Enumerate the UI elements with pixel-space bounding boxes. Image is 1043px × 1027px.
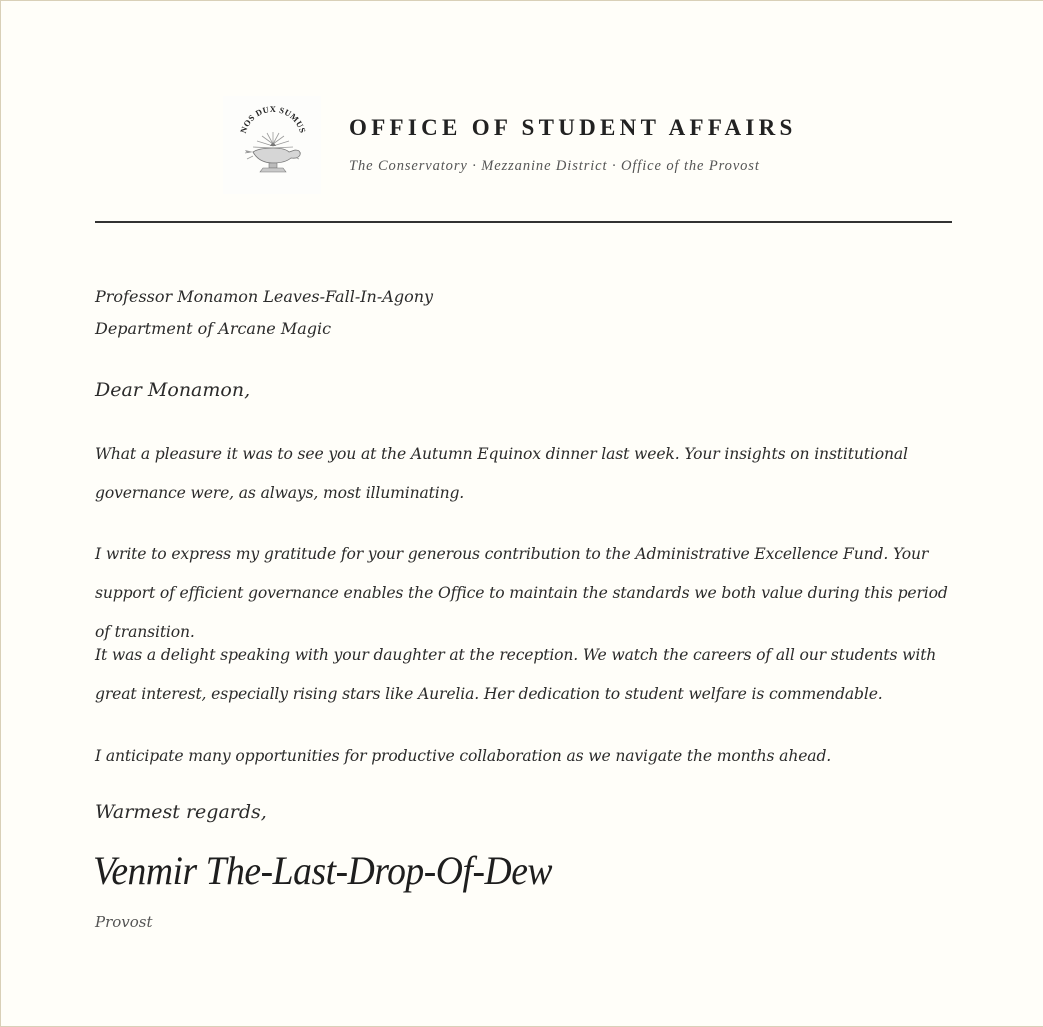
body-paragraph: I write to express my gratitude for your generous contribution to the Administrative Excellence Fund. Your support of efficient governance enables the Office to maintain the standards we both value during this period of transition.	[95, 545, 948, 641]
body-paragraph: I anticipate many opportunities for productive collaboration as we navigate the months ahead.	[95, 747, 832, 765]
body-paragraph: It was a delight speaking with your daughter at the reception. We watch the careers of all our students with great interest, especially rising stars like Aurelia. Her dedication to student welfare is commendable.	[95, 646, 937, 703]
recipient-block	[95, 281, 433, 345]
header-divider	[95, 221, 952, 223]
oil-lamp-seal-icon	[223, 96, 321, 194]
greeting: Dear Monamon,	[95, 379, 251, 401]
seal-logo	[223, 96, 321, 194]
signature: Venmir The-Last-Drop-Of-Dew	[93, 848, 553, 893]
seal-motto: NOS DUX SUMUS	[237, 103, 309, 135]
org-subtitle: The Conservatory · Mezzanine District · Office of the Provost	[349, 158, 760, 174]
body-paragraph: What a pleasure it was to see you at the Autumn Equinox dinner last week. Your insights on institutional governance were, as always, most illuminating.	[95, 445, 908, 502]
signature-title: Provost	[95, 913, 153, 931]
recipient-name: Professor Monamon Leaves-Fall-In-Agony	[95, 287, 434, 306]
closing: Warmest regards,	[95, 801, 267, 823]
recipient-department: Department of Arcane Magic	[95, 319, 332, 338]
org-name: OFFICE OF STUDENT AFFAIRS	[349, 115, 797, 140]
svg-text:NOS DUX SUMUS	[238, 104, 308, 134]
